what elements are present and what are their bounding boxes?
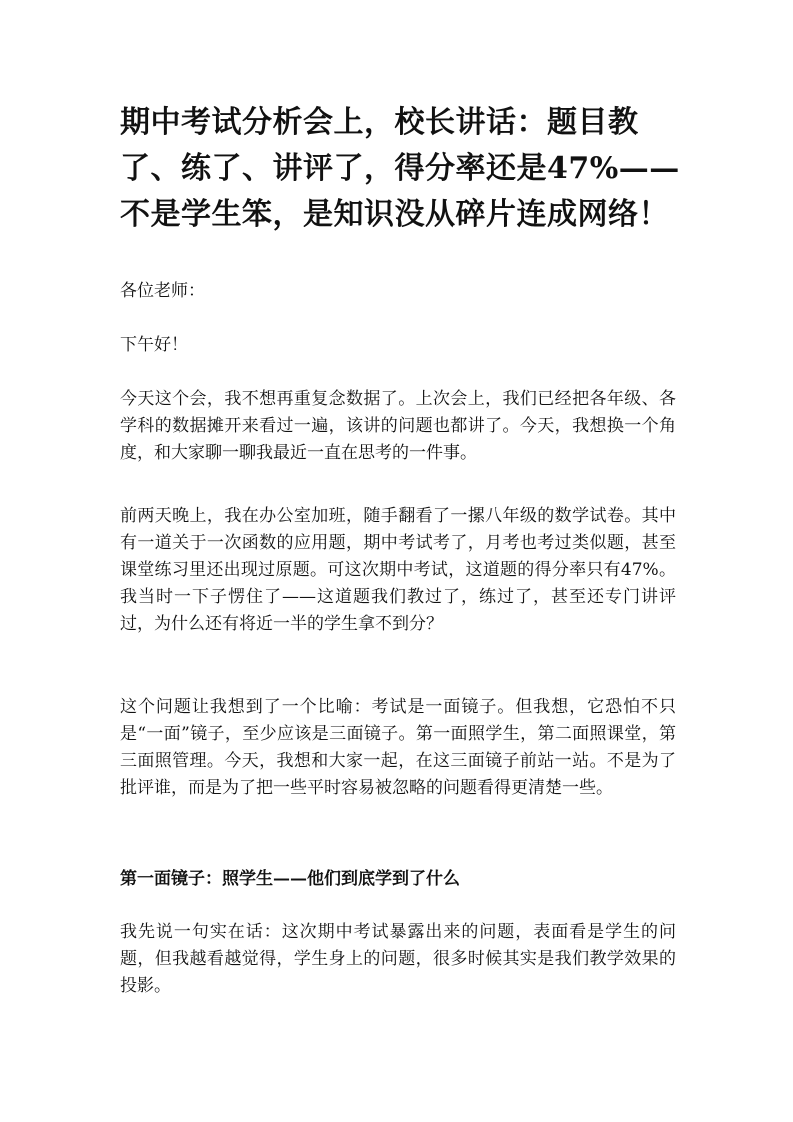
paragraph-3: 这个问题让我想到了一个比喻：考试是一面镜子。但我想，它恐怕不只是“一面”镜子，至少应该是三面镜子。第一面照学生，第二面照课堂，第三面照管理。今天，我想和大家一起，在这三面镜子前站一站。不是为了批评谁，而是为了把一些平时容易被忽略的问题看得更清楚一些。	[120, 697, 676, 798]
section-paragraph: 我先说一句实在话：这次期中考试暴露出来的问题，表面看是学生的问题，但我越看越觉得，学生身上的问题，很多时候其实是我们教学效果的投影。	[120, 922, 676, 996]
document-title: 期中考试分析会上，校长讲话：题目教了、练了、讲评了，得分率还是47%——不是学生笨，是知识没从碎片连成网络！	[120, 105, 680, 232]
greeting: 各位老师：	[120, 281, 205, 301]
section-heading: 第一面镜子：照学生——他们到底学到了什么	[120, 869, 460, 889]
paragraph-2: 前两天晚上，我在办公室加班，随手翻看了一摞八年级的数学试卷。其中有一道关于一次函数的应用题，期中考试考了，月考也考过类似题，甚至课堂练习里还出现过原题。可这次期中考试，这道题的得分率只有47%。我当时一下子愣住了——这道题我们教过了，练过了，甚至还专门讲评过，为什么还有将近一半的学生拿不到分？	[120, 506, 676, 634]
paragraph-1: 今天这个会，我不想再重复念数据了。上次会上，我们已经把各年级、各学科的数据摊开来看过一遍，该讲的问题也都讲了。今天，我想换一个角度，和大家聊一聊我最近一直在思考的一件事。	[120, 389, 676, 463]
salutation: 下午好！	[120, 335, 188, 355]
